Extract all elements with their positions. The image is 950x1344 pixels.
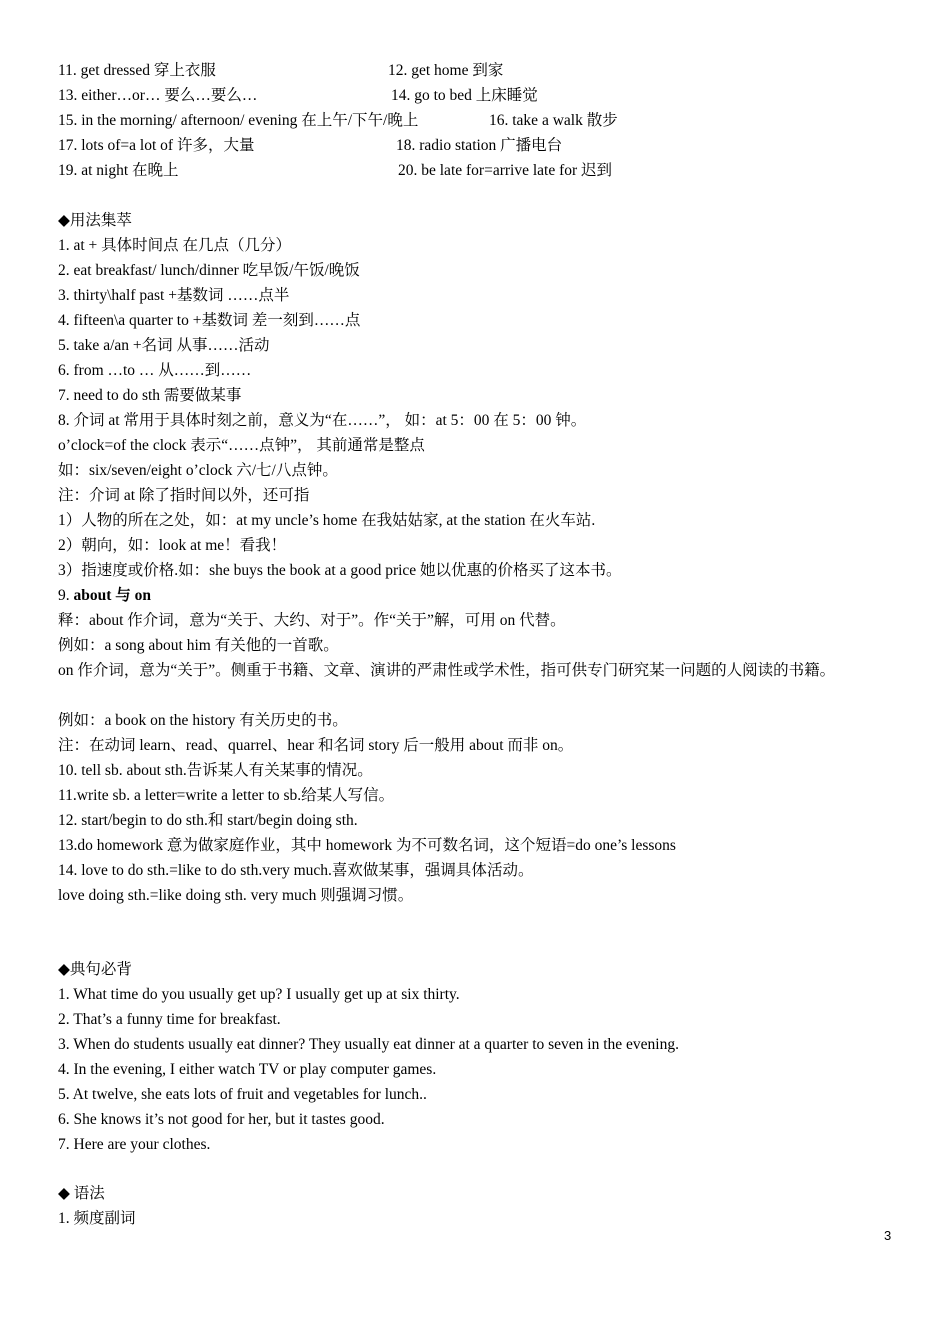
sentences-heading: ◆典句必背 xyxy=(58,961,132,978)
page-number: 3 xyxy=(884,1228,892,1243)
usage-line-14b: love doing sth.=like doing sth. very much 则强调习惯。 xyxy=(58,887,414,904)
usage-line-8b: o’clock=of the clock 表示“……点钟”， 其前通常是整点 xyxy=(58,437,425,454)
sentence-1: 1. What time do you usually get up? I usually get up at six thirty. xyxy=(58,986,460,1003)
phrase-16: 16. take a walk 散步 xyxy=(489,112,618,129)
usage-line-14: 14. love to do sth.=like to do sth.very much.喜欢做某事，强调具体活动。 xyxy=(58,862,534,879)
usage-note-2: 2）朝向，如：look at me！看我！ xyxy=(58,537,287,554)
phrase-17: 17. lots of=a lot of 许多，大量 xyxy=(58,137,255,154)
usage-line-6: 6. from …to … 从……到…… xyxy=(58,362,252,379)
usage-note: 注：介词 at 除了指时间以外，还可指 xyxy=(58,487,310,504)
usage-line-3: 3. thirty\half past +基数词 ……点半 xyxy=(58,287,290,304)
usage-line-12: 12. start/begin to do sth.和 start/begin doing sth. xyxy=(58,812,358,829)
item-9-explain: 释：about 作介词，意为“关于、大约、对于”。作“关于”解，可用 on 代替。 xyxy=(58,612,566,629)
item-9-heading xyxy=(58,586,151,606)
phrase-18: 18. radio station 广播电台 xyxy=(396,137,563,154)
sentence-7: 7. Here are your clothes. xyxy=(58,1136,211,1153)
usage-line-13: 13.do homework 意为做家庭作业，其中 homework 为不可数名词，这个短语=do one’s lessons xyxy=(58,837,676,854)
usage-line-10: 10. tell sb. about sth.告诉某人有关某事的情况。 xyxy=(58,762,373,779)
usage-line-11: 11.write sb. a letter=write a letter to sb.给某人写信。 xyxy=(58,787,395,804)
sentence-3: 3. When do students usually eat dinner? They usually eat dinner at a quarter to seven in the evening. xyxy=(58,1036,679,1053)
phrase-13: 13. either…or… 要么…要么… xyxy=(58,87,258,104)
item-9-number: 9. xyxy=(58,587,74,604)
item-9-example: 例如：a song about him 有关他的一首歌。 xyxy=(58,637,339,654)
usage-line-4: 4. fifteen\a quarter to +基数词 差一刻到……点 xyxy=(58,312,361,329)
item-9-example-2: 例如：a book on the history 有关历史的书。 xyxy=(58,712,348,729)
phrase-11: 11. get dressed 穿上衣服 xyxy=(58,62,216,79)
sentence-5: 5. At twelve, she eats lots of fruit and vegetables for lunch.. xyxy=(58,1086,427,1103)
usage-line-2: 2. eat breakfast/ lunch/dinner 吃早饭/午饭/晚饭 xyxy=(58,262,360,279)
usage-line-5: 5. take a/an +名词 从事……活动 xyxy=(58,337,270,354)
sentence-6: 6. She knows it’s not good for her, but it tastes good. xyxy=(58,1111,385,1128)
usage-heading: ◆用法集萃 xyxy=(58,212,132,229)
phrase-20: 20. be late for=arrive late for 迟到 xyxy=(398,162,613,179)
phrase-14: 14. go to bed 上床睡觉 xyxy=(391,87,538,104)
usage-example: 如：six/seven/eight o’clock 六/七/八点钟。 xyxy=(58,462,338,479)
grammar-item-1: 1. 频度副词 xyxy=(58,1210,136,1227)
sentence-4: 4. In the evening, I either watch TV or play computer games. xyxy=(58,1061,437,1078)
phrase-15: 15. in the morning/ afternoon/ evening 在上午/下午/晚上 xyxy=(58,112,419,129)
item-9-paragraph: on 作介词，意为“关于”。侧重于书籍、文章、演讲的严肃性或学术性，指可供专门研究某一问题的人阅读的书籍。 xyxy=(58,662,836,679)
usage-line-7: 7. need to do sth 需要做某事 xyxy=(58,387,242,404)
item-9-title: about 与 on xyxy=(73,587,152,604)
sentence-2: 2. That’s a funny time for breakfast. xyxy=(58,1011,281,1028)
item-9-note: 注：在动词 learn、read、quarrel、hear 和名词 story 后一般用 about 而非 on。 xyxy=(58,737,574,754)
usage-line-8: 8. 介词 at 常用于具体时刻之前，意义为“在……”， 如：at 5：00 在 5：00 钟。 xyxy=(58,412,587,429)
phrase-12: 12. get home 到家 xyxy=(388,62,504,79)
usage-note-1: 1）人物的所在之处，如：at my uncle’s home 在我姑姑家, at the station 在火车站. xyxy=(58,512,596,529)
phrase-19: 19. at night 在晚上 xyxy=(58,162,179,179)
grammar-heading: ◆ 语法 xyxy=(58,1185,105,1202)
usage-line-1: 1. at + 具体时间点 在几点（几分） xyxy=(58,237,292,254)
usage-note-3: 3）指速度或价格.如：she buys the book at a good price 她以优惠的价格买了这本书。 xyxy=(58,562,622,579)
